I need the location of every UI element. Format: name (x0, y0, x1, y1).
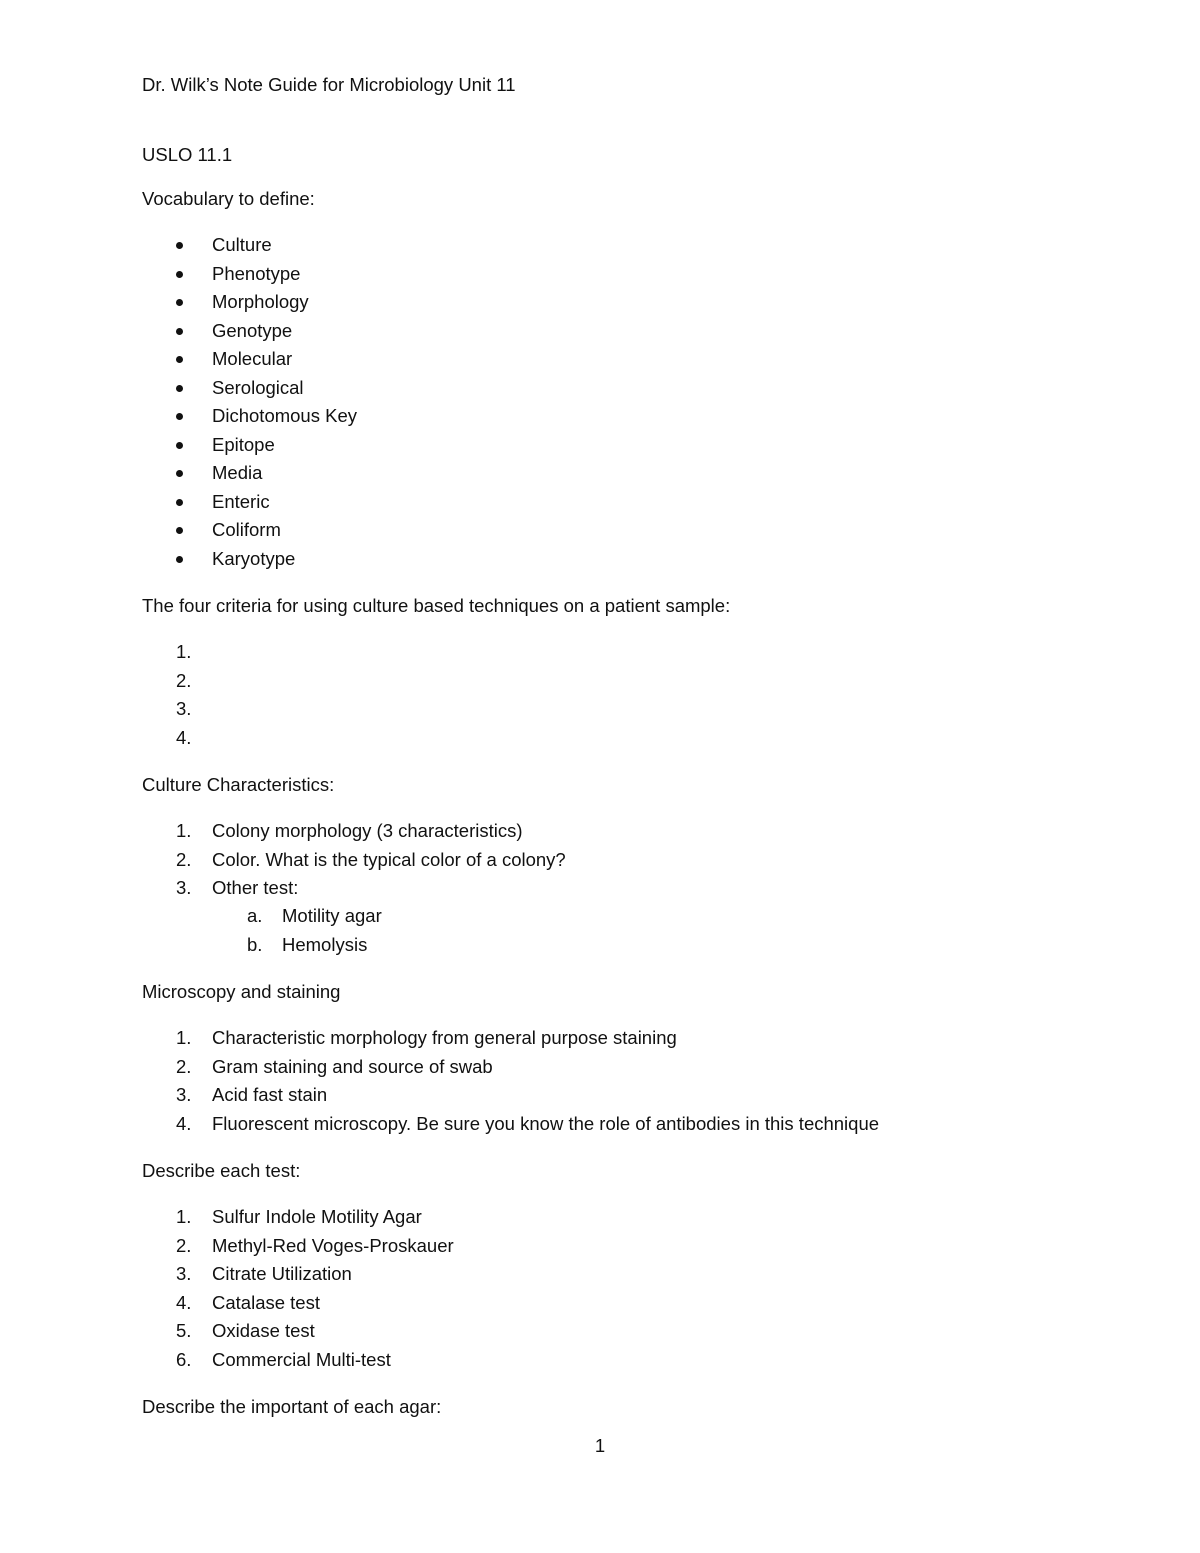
list-item: Culture (142, 231, 1062, 260)
bullet-icon (176, 556, 183, 563)
list-item: Genotype (142, 317, 1062, 346)
list-item: Enteric (142, 488, 1062, 517)
list-item: 3. (176, 698, 192, 719)
list-item: 2. Methyl-Red Voges-Proskauer (176, 1234, 454, 1256)
document-body (142, 74, 1062, 1418)
list-item: 1. Characteristic morphology from general purpose staining (176, 1027, 677, 1048)
bullet-icon (176, 242, 183, 249)
bullet-icon (176, 299, 183, 306)
list-item: 3. Acid fast stain (176, 1084, 328, 1105)
list-item: 4. (176, 726, 192, 748)
bullet-icon (176, 385, 183, 392)
microscopy-heading: Microscopy and staining (142, 981, 341, 1002)
list-item: Morphology (142, 288, 1062, 317)
list-item: 4. Fluorescent microscopy. Be sure you know the role of antibodies in this technique (176, 1112, 880, 1134)
bullet-icon (176, 470, 183, 477)
list-item: Molecular (142, 345, 1062, 374)
bullet-icon (176, 527, 183, 534)
culture-list (142, 817, 1062, 959)
list-item: 3. Citrate Utilization (176, 1263, 352, 1284)
tests-heading: Describe each test: (142, 1160, 301, 1181)
list-item: Media (142, 459, 1062, 488)
criteria-list (142, 638, 1062, 752)
section-id: USLO 11.1 (142, 144, 233, 165)
list-item: 3. Other test: a. Motility agar b. Hemolysis (142, 874, 1062, 959)
bullet-icon (176, 271, 183, 278)
vocabulary-heading: Vocabulary to define: (142, 188, 315, 209)
document-title: Dr. Wilk’s Note Guide for Microbiology Unit 11 (142, 74, 516, 95)
criteria-heading: The four criteria for using culture based techniques on a patient sample: (142, 595, 731, 616)
microscopy-list (142, 1024, 1062, 1138)
bullet-icon (176, 442, 183, 449)
culture-heading: Culture Characteristics: (142, 774, 335, 795)
bullet-icon (176, 356, 183, 363)
list-item: Phenotype (142, 260, 1062, 289)
list-item: 2. (176, 669, 192, 691)
list-item: 1. Sulfur Indole Motility Agar (176, 1206, 422, 1227)
tests-list (142, 1203, 1062, 1374)
vocabulary-list (142, 231, 1062, 573)
list-item: 2. Color. What is the typical color of a colony? (176, 848, 566, 870)
page-number: 1 (594, 1435, 606, 1456)
list-item: 1. Colony morphology (3 characteristics) (176, 820, 523, 841)
list-item: b. Hemolysis (247, 933, 368, 955)
list-item: 6. Commercial Multi-test (176, 1348, 391, 1370)
culture-sublist (212, 902, 1062, 959)
list-item: 1. (176, 641, 192, 662)
list-item: 4. Catalase test (176, 1291, 320, 1313)
list-item: Karyotype (142, 545, 1062, 574)
list-item: 5. Oxidase test (176, 1320, 315, 1341)
list-item: Epitope (142, 431, 1062, 460)
list-item: Dichotomous Key (142, 402, 1062, 431)
bullet-icon (176, 413, 183, 420)
bullet-icon (176, 328, 183, 335)
list-item: Coliform (142, 516, 1062, 545)
list-item: 2. Gram staining and source of swab (176, 1055, 493, 1077)
bullet-icon (176, 499, 183, 506)
list-item: Serological (142, 374, 1062, 403)
agar-heading: Describe the important of each agar: (142, 1396, 442, 1417)
list-item: a. Motility agar (247, 905, 382, 926)
